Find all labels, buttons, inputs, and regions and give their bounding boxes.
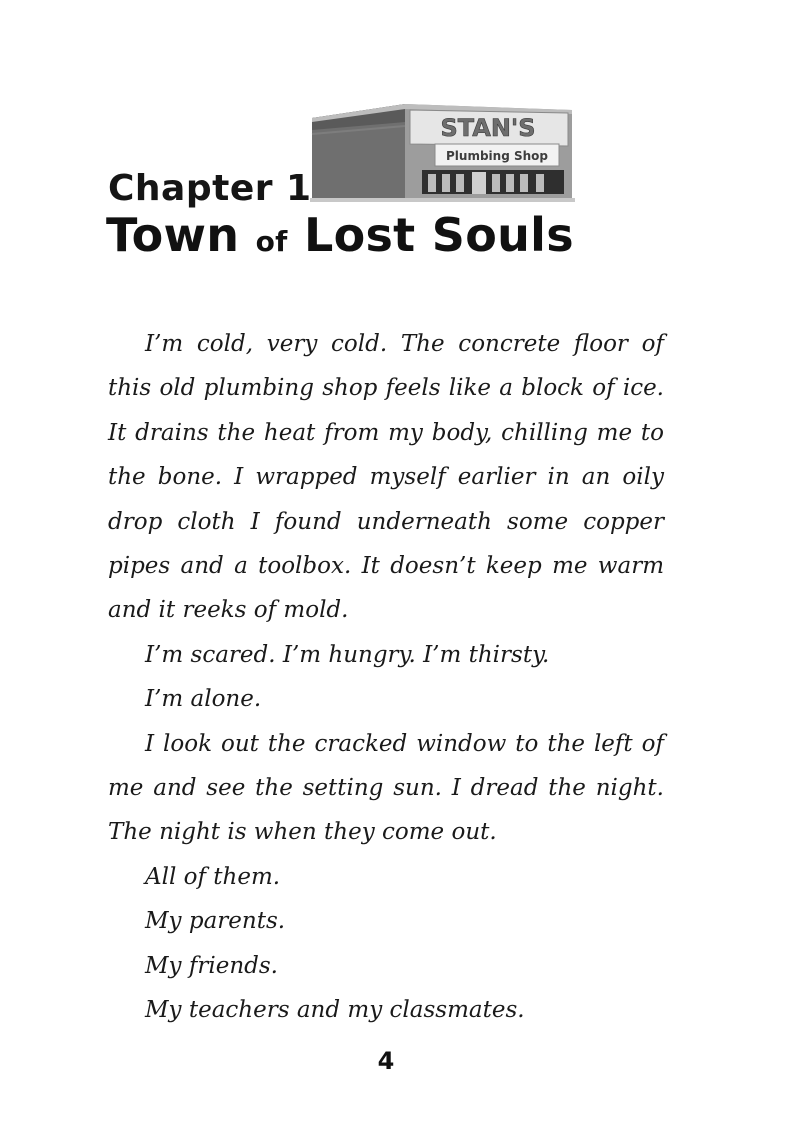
paragraph: I look out the cracked window to the left of me and see the setting sun. I dread the night. The night is when they come out. bbox=[108, 730, 664, 846]
plumbing-shop-illustration bbox=[310, 100, 575, 205]
chapter-title-words-lost-souls: Lost Souls bbox=[287, 208, 574, 262]
paragraph: My parents. bbox=[145, 908, 286, 935]
paragraph: All of them. bbox=[145, 863, 281, 890]
paragraph: I’m scared. I’m hungry. I’m thirsty. bbox=[145, 641, 550, 668]
chapter-number: Chapter 1 bbox=[108, 168, 312, 209]
chapter-title-word-of: of bbox=[255, 225, 288, 258]
chapter-title bbox=[106, 208, 574, 262]
paragraph: I’m cold, very cold. The concrete floor of this old plumbing shop feels like a block of ice. It drains the heat from my body, chilling me to the bone. I wrapped myself earlier in an oily drop cloth I found underneath some copper pipes and a toolbox. It doesn’t keep me warm and it reeks of mold. bbox=[108, 331, 664, 624]
chapter-title-word-town: Town bbox=[106, 208, 256, 262]
shop-sign-subtitle: Plumbing Shop bbox=[446, 149, 548, 163]
shop-sign-title: STAN'S bbox=[440, 114, 536, 142]
paragraph: My friends. bbox=[145, 952, 278, 979]
chapter-body bbox=[108, 322, 664, 1033]
paragraph: My teachers and my classmates. bbox=[145, 997, 525, 1024]
page-number: 4 bbox=[377, 1047, 395, 1075]
paragraph: I’m alone. bbox=[145, 686, 262, 713]
